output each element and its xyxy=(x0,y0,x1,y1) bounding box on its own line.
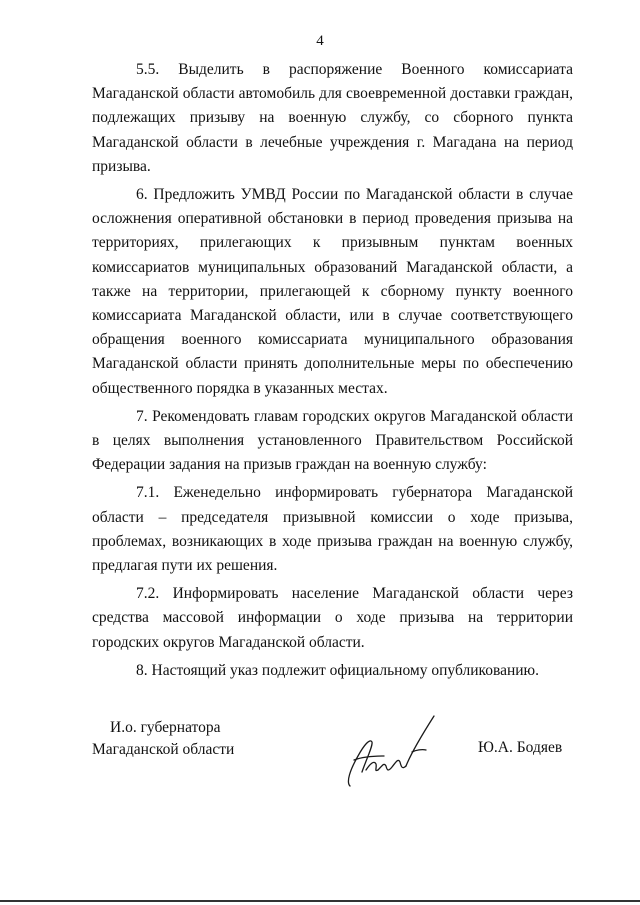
paragraph-5-5: 5.5. Выделить в распоряжение Военного комиссариата Магаданской области автомобиль для своевременной доставки граждан, подлежащих призыву на военную службу, со сборного пункта Магаданской области в лечебные учреждения г. Магадана на период призыва. xyxy=(92,61,573,175)
handwritten-signature xyxy=(336,712,446,790)
paragraph-8: 8. Настоящий указ подлежит официальному опубликованию. xyxy=(136,661,540,679)
page-bottom-border xyxy=(0,900,640,902)
paragraph-6: 6. Предложить УМВД России по Магаданской области в случае осложнения оперативной обстановки в период проведения призыва на территориях, прилегающих к призывным пунктам военных комиссариатов муниципальных образований Магаданской области, а также на территории, прилегающей к сборному пункту военного комиссариата Магаданской области, или в случае соответствующего обращения военного комиссариата муниципального образования Магаданской области принять дополнительные меры по обеспечению общественного порядка в указанных местах. xyxy=(92,186,573,397)
signatory-name: Ю.А. Бодяев xyxy=(478,739,563,756)
signatory-title xyxy=(92,717,234,761)
signatory-title-line-2: Магаданской области xyxy=(92,741,235,758)
document-body xyxy=(92,58,573,687)
page-number: 4 xyxy=(316,33,324,49)
paragraph-7-2: 7.2. Информировать население Магаданской области через средства массовой информации о ходе призыва на территории городских округов Магаданской области. xyxy=(92,585,573,651)
paragraph-7: 7. Рекомендовать главам городских округов Магаданской области в целях выполнения установленного Правительством Российской Федерации задания на призыв граждан на военную службу: xyxy=(92,407,573,474)
signatory-title-line-1: И.о. губернатора xyxy=(110,719,221,736)
paragraph-7-1: 7.1. Еженедельно информировать губернатора Магаданской области – председателя призывной комиссии о ходе призыва, проблемах, возникающих в ходе призыва граждан на военную службу, предлагая пути их решения. xyxy=(92,484,573,575)
